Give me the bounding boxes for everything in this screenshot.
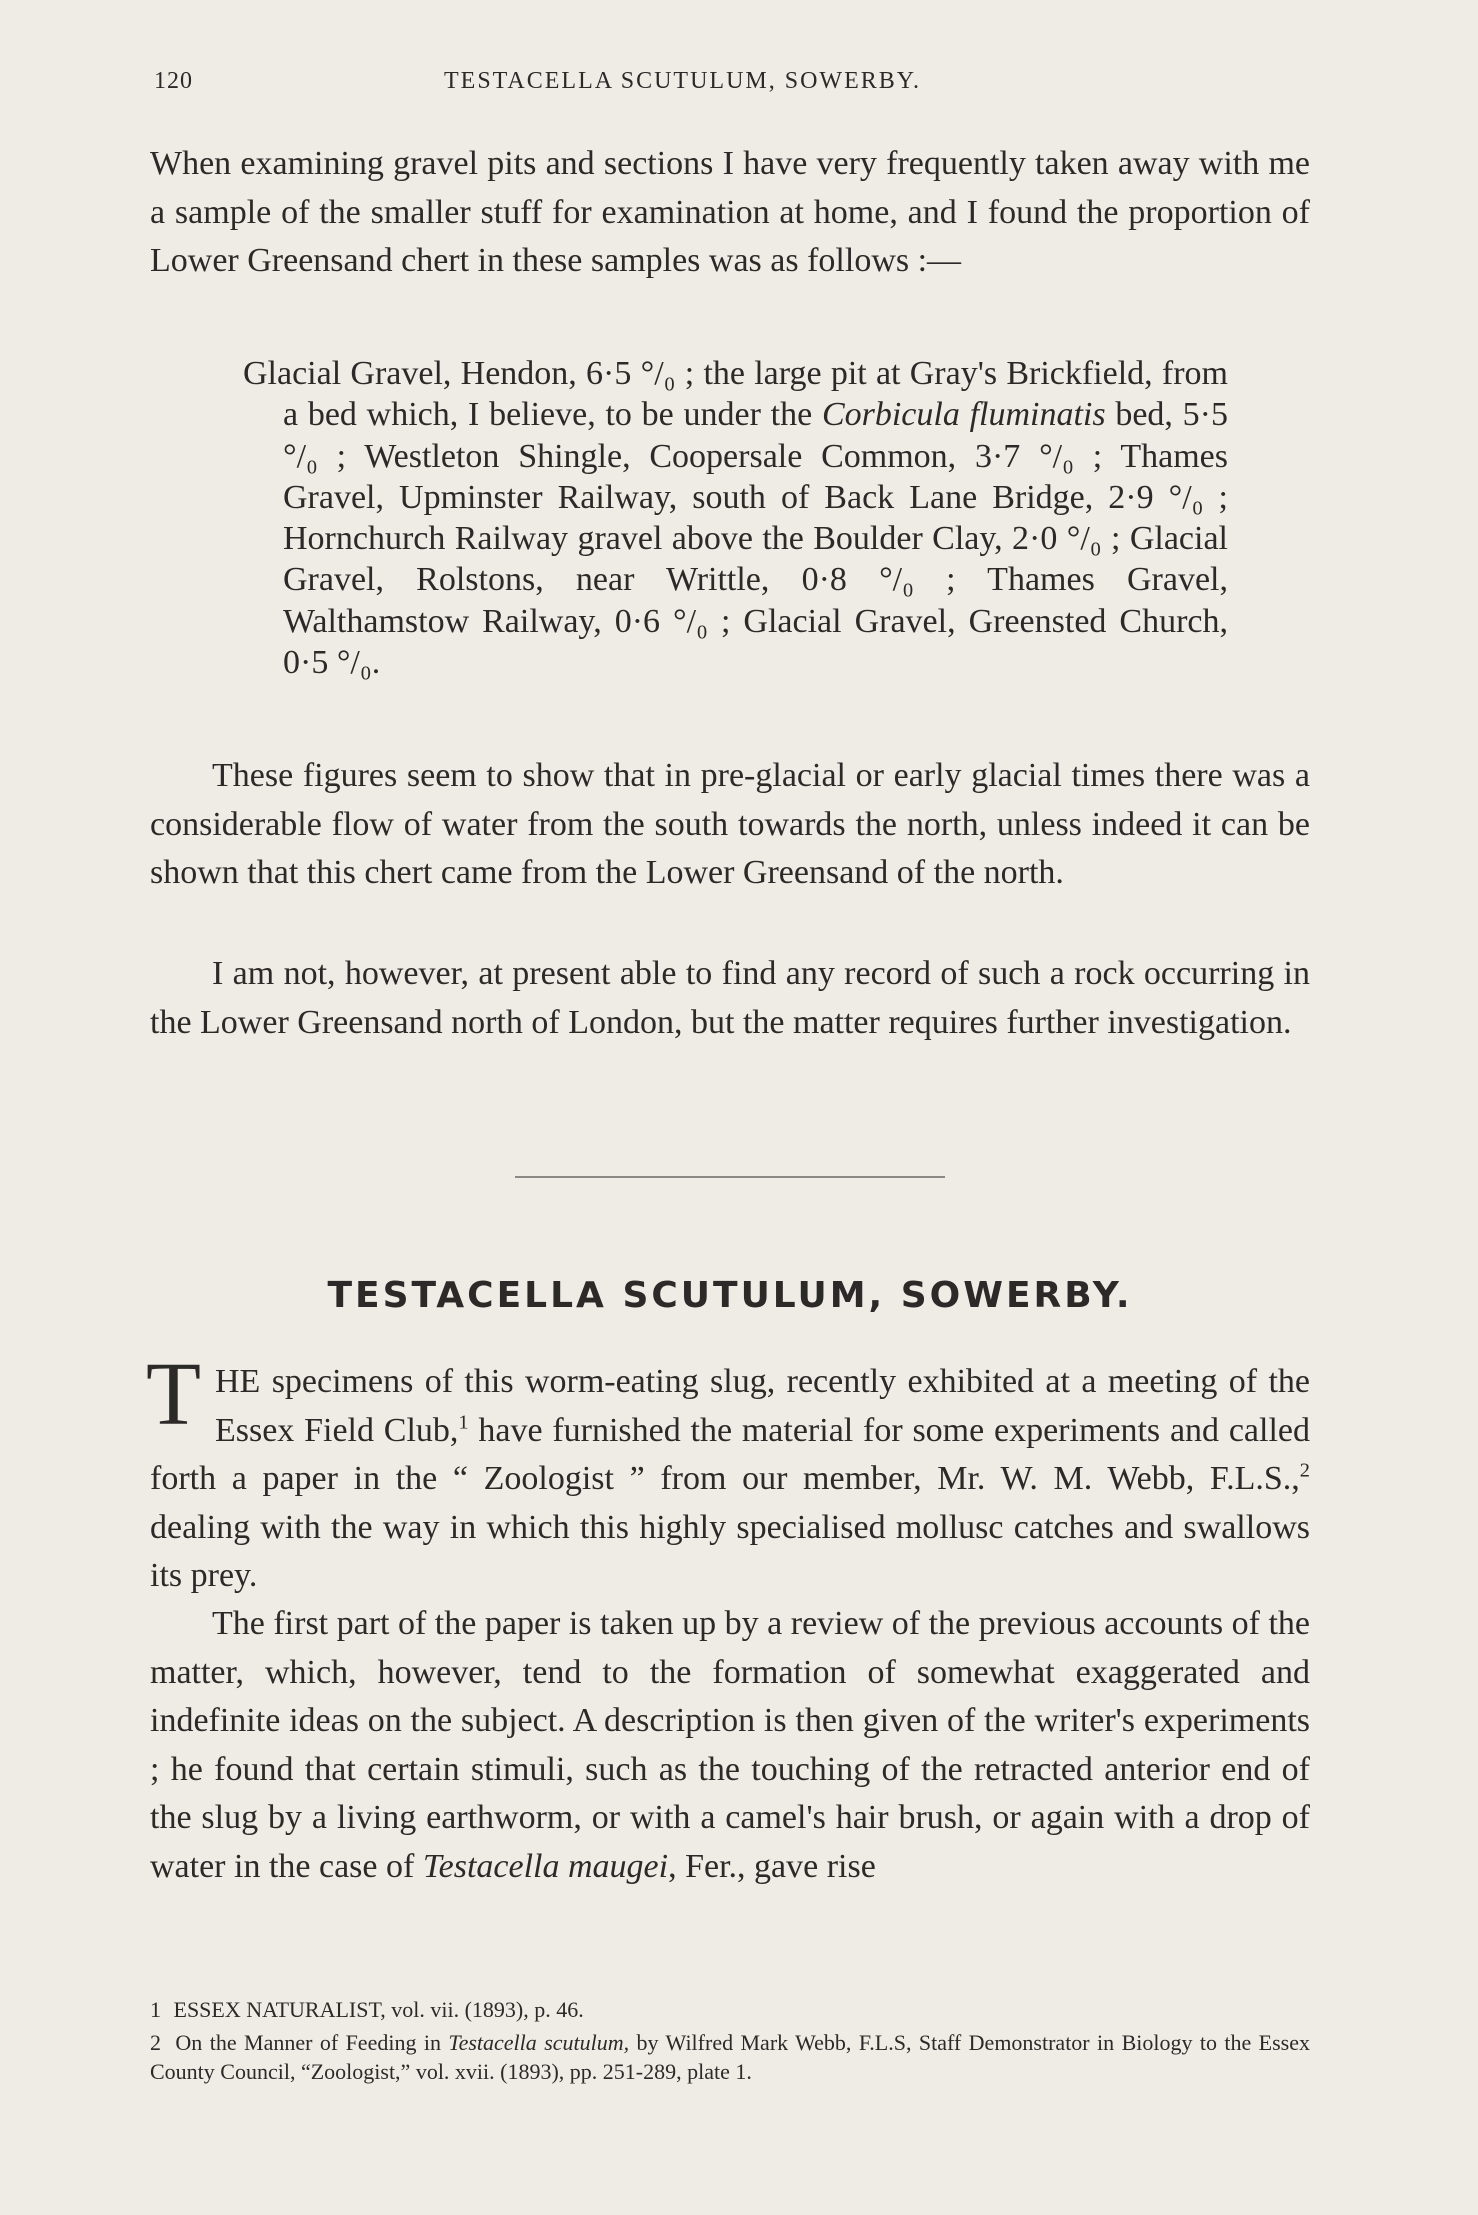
running-head <box>154 68 1318 108</box>
intro-paragraph: When examining gravel pits and sections I have very frequently taken away with me a sample of the smaller stuff for examination at home, and I found the proportion of Lower Greensand chert in these samples was as follows :— <box>150 145 1310 279</box>
section-divider <box>515 1176 945 1178</box>
species-name: Testacella maugei <box>422 1847 669 1885</box>
footnote-number: 2 <box>150 2030 161 2055</box>
drop-cap: T <box>146 1345 201 1444</box>
footnote-ref-1: 1 <box>458 1411 469 1434</box>
footnote-ref-2: 2 <box>1299 1459 1310 1482</box>
article-title: TESTACELLA SCUTULUM, SOWERBY. <box>327 1275 1133 1316</box>
footnote-1: 1 ESSEX NATURALIST, vol. vii. (1893), p. 46. <box>150 1997 584 2022</box>
footnote-number: 1 <box>150 1997 161 2022</box>
article-paragraph-1: THE specimens of this worm-eating slug, recently exhibited at a meeting of the Essex Field Club,$^1$ have furnished the material for some experiments and called forth a paper in the “ Zoologist ” from our member, Mr. W. M. Webb, F.L.S.,$^2$ dealing with the way in which this highly specialised mollusc catches and swallows its prey. <box>146 1345 1310 1594</box>
record-paragraph: I am not, however, at present able to find any record of such a rock occurring in the Lower Greensand north of London, but the matter requires further investigation. <box>150 955 1310 1041</box>
page-number: 120 <box>154 68 193 94</box>
running-title: TESTACELLA SCUTULUM, SOWERBY. <box>444 68 921 94</box>
figures-paragraph: These figures seem to show that in pre-glacial or early glacial times there was a considerable flow of water from the south towards the north, unless indeed it can be shown that this chert came from the Lower Greensand of the north. <box>150 757 1310 891</box>
species-name: Corbicula fluminatis <box>821 396 1106 434</box>
article-paragraph-2: The first part of the paper is taken up by a review of the previous accounts of the matter, which, however, tend to the formation of somewhat exaggerated and indefinite ideas on the subject. A description is then given of the writer's experiments ; he found that certain stimuli, such as the touching of the retracted anterior end of the slug by a living earthworm, or with a camel's hair brush, or again with a drop of water in the case of Testacella maugei, Fer., gave rise <box>150 1605 1311 1885</box>
gravel-sample-list: Glacial Gravel, Hendon, 6·5 °/₀ ; the large pit at Gray's Brickfield, from a bed which, I believe, to be under the Corbicula fluminatis bed, 5·5 °/₀ ; Westleton Shingle, Coopersale Common, 3·7 °/₀ ; Thames Gravel, Upminster Railway, south of Back Lane Bridge, 2·9 °/₀ ; Hornchurch Railway gravel above the Boulder Clay, 2·0 °/₀ ; Glacial Gravel, Rolstons, near Writtle, 0·8 °/₀ ; Thames Gravel, Walthamstow Railway, 0·6 °/₀ ; Glacial Gravel, Greensted Church, 0·5 °/₀. <box>243 355 1228 682</box>
footnote-2: 2 On the Manner of Feeding in Testacella scutulum, by Wilfred Mark Webb, F.L.S, Staff Demonstrator in Biology to the Essex County Council, “Zoologist,” vol. xvii. (1893), pp. 251-289, plate 1. <box>150 2030 1311 2084</box>
